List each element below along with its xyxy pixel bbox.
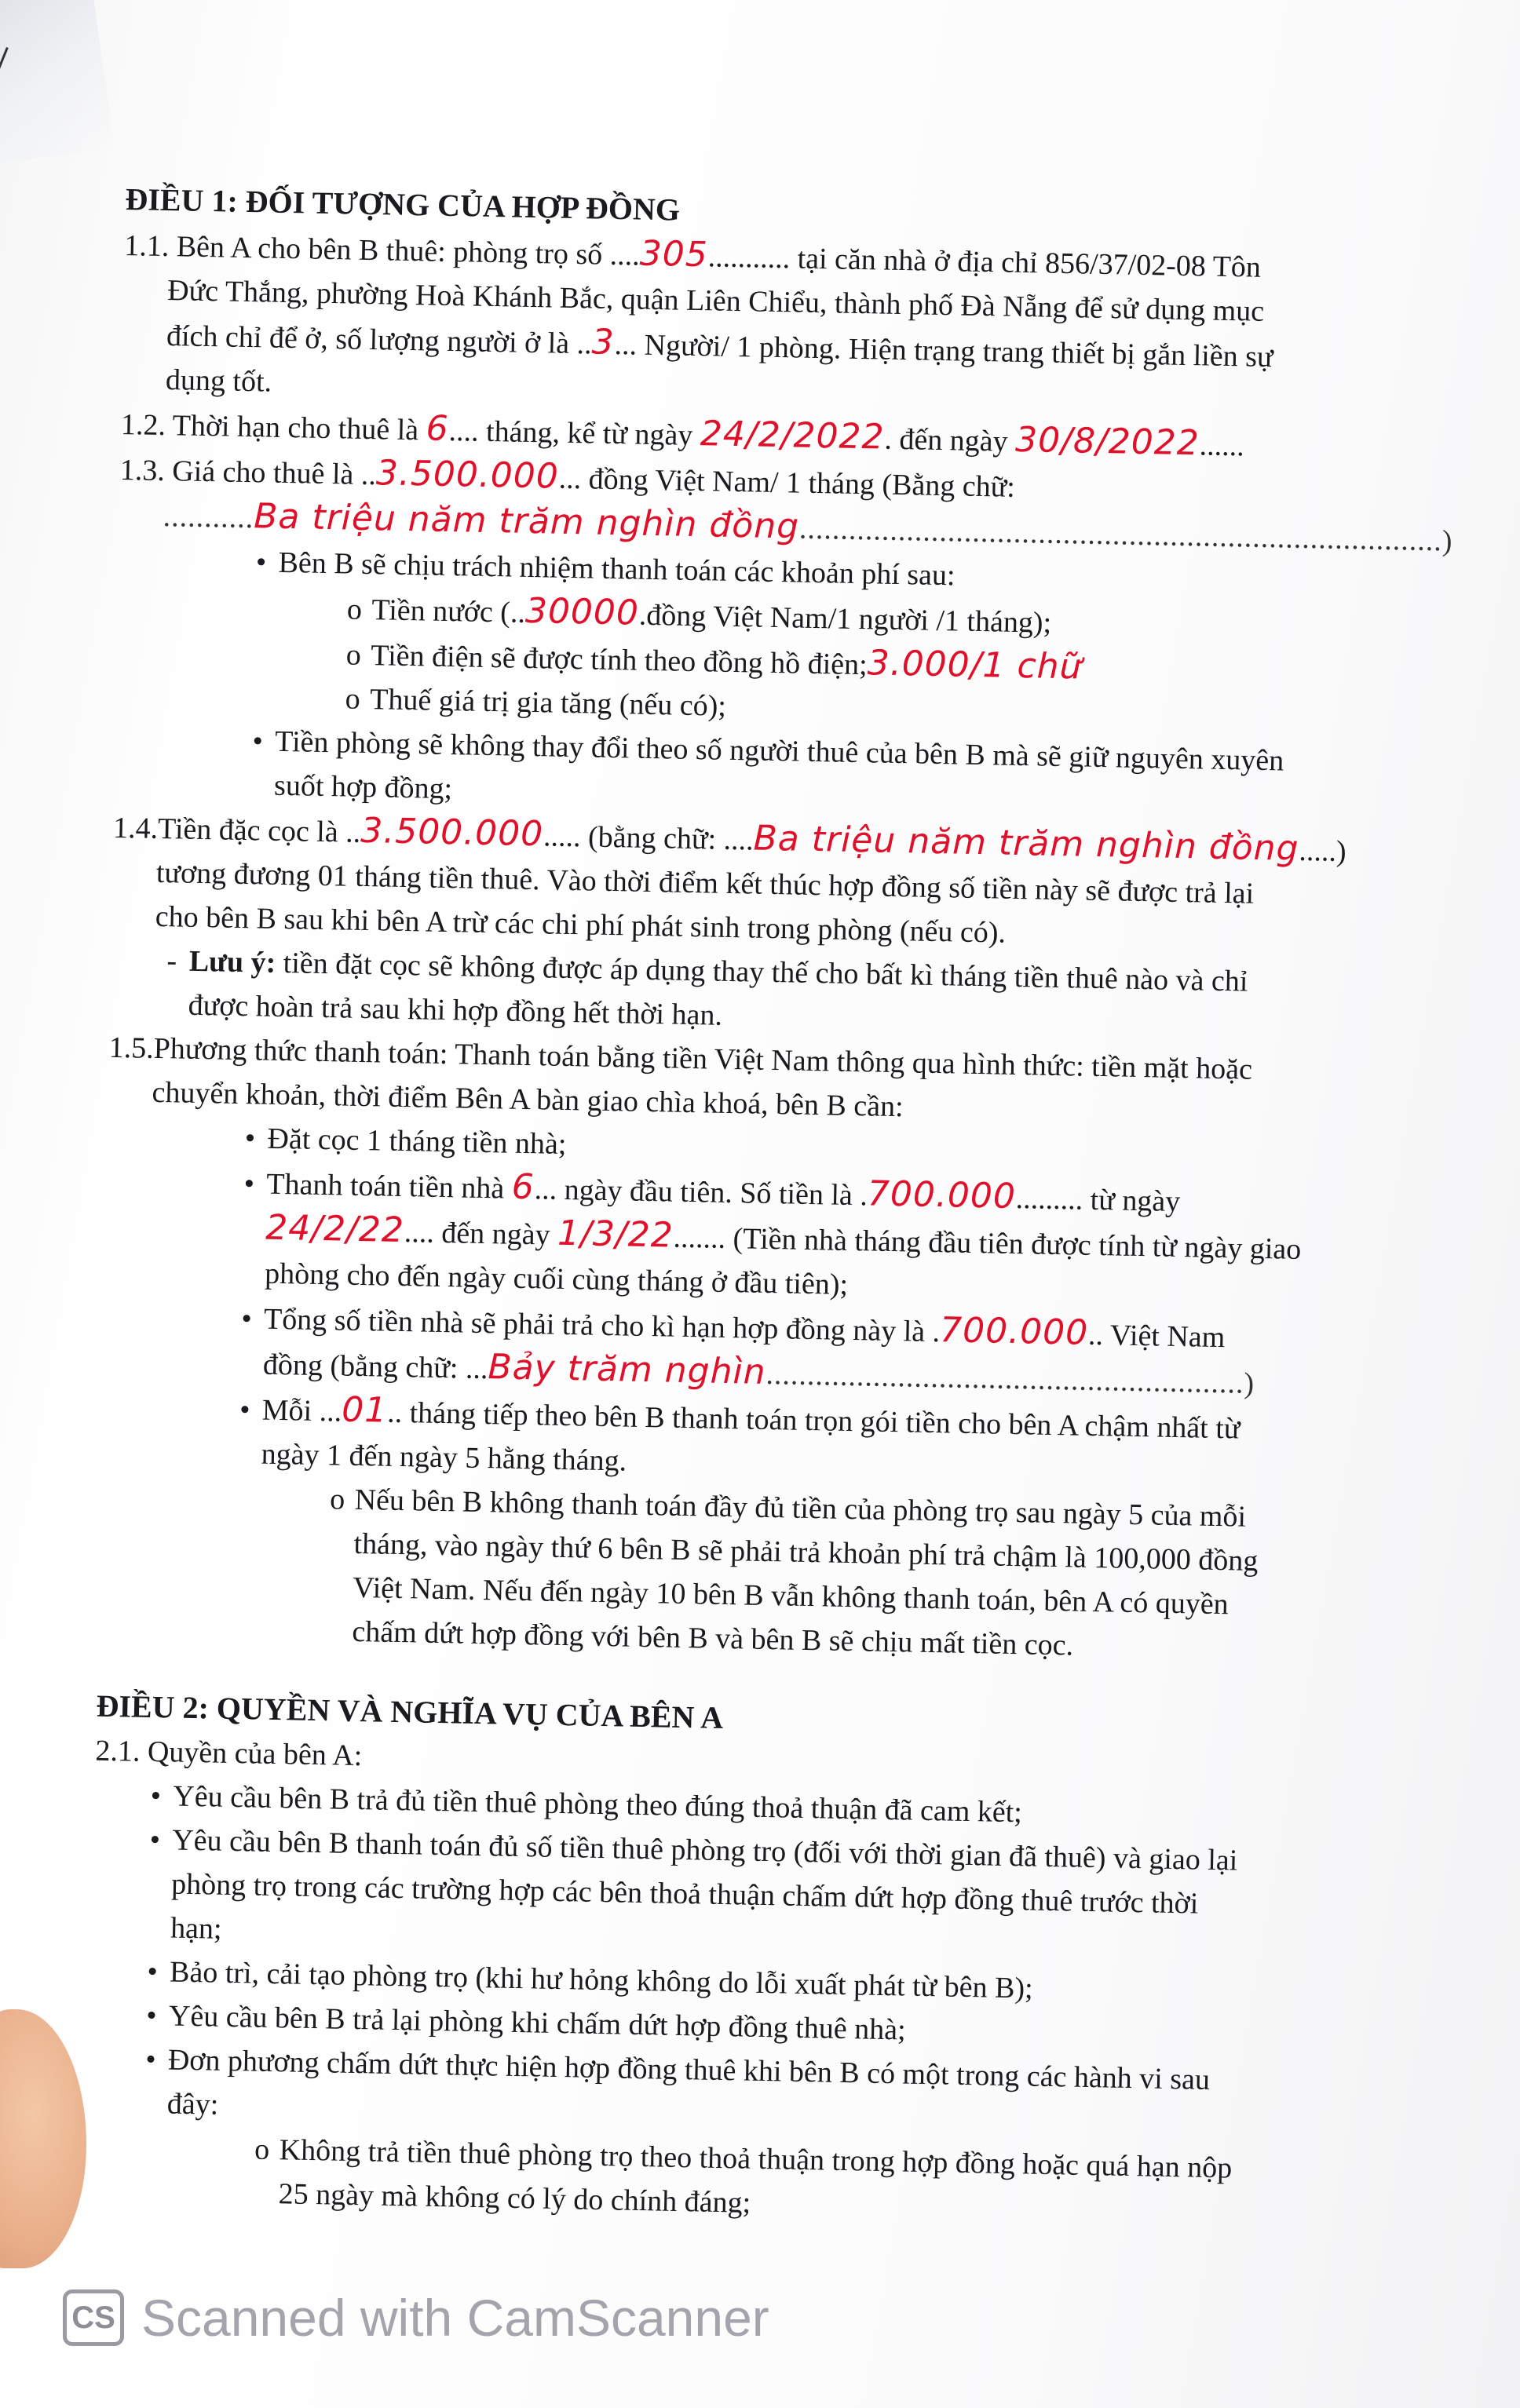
bullet-icon: • xyxy=(239,1393,250,1427)
clause-text: 1.2. Thời hạn cho thuê là xyxy=(120,407,427,447)
list-text: Yêu cầu bên B thanh toán đủ số tiền thuê phòng trọ (đối với thời gian đã thuê) và giao lại xyxy=(171,1823,1238,1877)
contract-text xyxy=(86,177,1453,2237)
list-text: Không trả tiền thuê phòng trọ theo thoả thuận trong hợp đồng hoặc quá hạn nộp xyxy=(279,2133,1233,2185)
list-text: Tổng số tiền nhà sẽ phải trả cho kì hạn hợp đồng này là . xyxy=(263,1302,941,1349)
camscanner-watermark xyxy=(63,2288,769,2348)
bullet-icon: • xyxy=(243,1167,255,1201)
clause-1-1-line2: Đức Thắng, phường Hoà Khánh Bắc, quận Liên Chiểu, thành phố Đà Nẵng để sử dụng mục xyxy=(166,274,1265,328)
list-text: Nếu bên B không thanh toán đầy đủ tiền của phòng trọ sau ngày 5 của mỗi xyxy=(354,1483,1247,1534)
clause-1-4-line2: tương đương 01 tháng tiền thuê. Vào thời điểm kết thúc hợp đồng số tiền này sẽ được trả lại xyxy=(155,856,1255,910)
note-text: tiền đặt cọc sẽ không được áp dụng thay thế cho bất kì tháng tiền thuê nào và chỉ xyxy=(275,946,1248,998)
bullet-icon: • xyxy=(150,1779,162,1813)
list-text: .. tháng tiếp theo bên B thanh toán trọn gói tiền cho bên A chậm nhất từ xyxy=(386,1396,1240,1446)
list-text: Thanh toán tiền nhà xyxy=(265,1167,513,1206)
finger-photo xyxy=(0,2009,86,2268)
page-corner-shadow xyxy=(0,0,115,165)
note-item-cont: được hoàn trả sau khi hợp đồng hết thời hạn. xyxy=(188,988,723,1032)
handwritten-deposit-words: Ba triệu năm trăm nghìn đồng xyxy=(753,818,1299,869)
dash-bullet-icon: - xyxy=(166,944,177,978)
handwritten-first-days: 6 xyxy=(511,1166,535,1208)
clause-1-1-line4: dụng tốt. xyxy=(165,363,272,399)
list-text: Đặt cọc 1 tháng tiền nhà; xyxy=(267,1122,567,1162)
bullet-icon: • xyxy=(147,1954,159,1989)
right-item-5-line2: đây: xyxy=(166,2087,219,2122)
room-fixed-item-cont: suốt hợp đồng; xyxy=(273,768,453,806)
list-text: đồng (bằng chữ: ... xyxy=(262,1348,488,1386)
article-2-heading: ĐIỀU 2: QUYỀN VÀ NGHĨA VỤ CỦA BÊN A xyxy=(96,1687,724,1735)
watermark-text: Scanned with CamScanner xyxy=(141,2289,769,2347)
list-text: .. Việt Nam xyxy=(1087,1318,1226,1355)
list-text: Yêu cầu bên B trả đủ tiền thuê phòng theo đúng thoả thuận đã cam kết; xyxy=(172,1779,1023,1830)
list-text: ....... (Tiền nhà tháng đầu tiên được tính từ ngày giao xyxy=(673,1220,1302,1266)
late-fee-line2: tháng, vào ngày thứ 6 bên B sẽ phải trả khoản phí trả chậm là 100,000 đồng xyxy=(353,1527,1259,1578)
clause-text: đích chỉ để ở, số lượng người ở là .. xyxy=(166,319,593,361)
circle-bullet-icon: o xyxy=(346,593,363,626)
handwritten-total-words: Bảy trăm nghìn xyxy=(488,1347,767,1392)
article-1-heading: ĐIỀU 1: ĐỐI TƯỢNG CỦA HỢP ĐỒNG xyxy=(125,181,681,228)
clause-2-1: 2.1. Quyền của bên A: xyxy=(95,1734,363,1773)
payment-item-monthly-line2: ngày 1 đến ngày 5 hằng tháng. xyxy=(261,1437,627,1478)
list-text: Bên B sẽ chịu trách nhiệm thanh toán các khoản phí sau: xyxy=(278,545,955,593)
bullet-icon: • xyxy=(145,1998,158,2033)
camscanner-logo-icon: CS xyxy=(63,2289,124,2346)
handwritten-first-to: 1/3/22 xyxy=(557,1213,674,1256)
list-text: Mỗi ... xyxy=(261,1393,342,1428)
dotted-fill: ..........................................................) xyxy=(765,1357,1255,1400)
payment-item-first-line3: phòng cho đến ngày cuối cùng tháng ở đầu tiên); xyxy=(264,1257,849,1301)
clause-text: ... Người/ 1 phòng. Hiện trạng trang thiết bị gắn liền sự xyxy=(614,327,1273,374)
handwritten-price: 3.500.000 xyxy=(375,453,560,497)
list-text: Thuế giá trị gia tăng (nếu có); xyxy=(369,683,727,723)
clause-text: ...... xyxy=(1199,429,1245,463)
list-text: Tiền điện sẽ được tính theo đồng hồ điện; xyxy=(370,639,868,682)
handwritten-deposit: 3.500.000 xyxy=(360,810,544,855)
bullet-icon: • xyxy=(241,1302,253,1336)
right-item-2-line2: phòng trọ trong các trường hợp các bên thoả thuận chấm dứt hợp đồng thuê trước thời xyxy=(170,1867,1199,1921)
clause-text: . đến ngày xyxy=(884,422,1016,458)
handwritten-electric-fee: 3.000/1 chữ xyxy=(867,643,1083,688)
list-text: .đồng Việt Nam/1 người /1 tháng); xyxy=(638,598,1052,640)
handwritten-room-number: 305 xyxy=(639,233,709,275)
bullet-icon: • xyxy=(244,1122,256,1155)
handwritten-monthly-count: 01 xyxy=(341,1389,388,1431)
bullet-icon: • xyxy=(144,2042,157,2077)
clause-text: .... tháng, kể từ ngày xyxy=(448,414,701,453)
clause-text: ........... tại căn nhà ở địa chỉ 856/37/02-08 Tôn xyxy=(707,240,1262,284)
clause-text: ... đồng Việt Nam/ 1 tháng (Bằng chữ: xyxy=(558,462,1016,504)
circle-bullet-icon: o xyxy=(345,682,361,716)
clause-1-5-line2: chuyển khoản, thời điểm Bên A bàn giao chìa khoá, bên B cần: xyxy=(152,1075,904,1124)
dotted-fill: ..............................................................................) xyxy=(798,512,1453,558)
clause-1-4-line3: cho bên B sau khi bên A trừ các chi phí phát sinh trong phòng (nếu có). xyxy=(155,899,1007,950)
handwritten-months: 6 xyxy=(426,408,450,449)
handwritten-first-amount: 700.000 xyxy=(867,1173,1017,1217)
list-text: ... ngày đầu tiên. Số tiền là . xyxy=(534,1173,868,1213)
late-fee-line4: chấm dứt hợp đồng với bên B và bên B sẽ chịu mất tiền cọc. xyxy=(352,1614,1074,1662)
clause-text: 1.4.Tiền đặc cọc là .. xyxy=(112,811,361,849)
handwritten-end-date: 30/8/2022 xyxy=(1014,419,1200,464)
list-text: Yêu cầu bên B trả lại phòng khi chấm dứt hợp đồng thuê nhà; xyxy=(168,1999,907,2047)
note-label: Lưu ý: xyxy=(188,944,276,980)
clause-text: .....) xyxy=(1299,834,1346,868)
circle-bullet-icon: o xyxy=(329,1483,345,1516)
right-item-2-line3: hạn; xyxy=(170,1911,222,1946)
handwritten-water-fee: 30000 xyxy=(524,590,640,633)
clause-text: ..... (bằng chữ: .... xyxy=(543,819,755,857)
circle-bullet-icon: o xyxy=(254,2133,270,2166)
clause-text: 1.3. Giá cho thuê là .. xyxy=(119,453,377,492)
handwritten-total-amount: 700.000 xyxy=(939,1310,1089,1353)
handwritten-persons: 3 xyxy=(591,322,616,363)
clause-1-5: 1.5.Phương thức thanh toán: Thanh toán bằng tiền Việt Nam thông qua hình thức: tiền mặt hoặc xyxy=(108,1031,1253,1086)
late-fee-line3: Việt Nam. Nếu đến ngày 10 bên B vẫn không thanh toán, bên A có quyền xyxy=(353,1571,1230,1622)
list-text: Đơn phương chấm dứt thực hiện hợp đồng thuê khi bên B có một trong các hành vi sau xyxy=(167,2043,1211,2096)
bullet-icon: • xyxy=(149,1822,161,1857)
circle-bullet-icon: o xyxy=(345,638,362,672)
list-text: ......... từ ngày xyxy=(1015,1182,1181,1219)
list-text: Bảo trì, cải tạo phòng trọ (khi hư hỏng không do lỗi xuất phát từ bên B); xyxy=(169,1955,1034,2005)
handwritten-price-words: Ba triệu năm trăm nghìn đồng xyxy=(253,496,800,547)
bullet-icon: • xyxy=(252,724,264,758)
clause-text: 1.1. Bên A cho bên B thuê: phòng trọ số .... xyxy=(123,228,641,272)
bullet-icon: • xyxy=(255,545,267,579)
list-text: .... đến ngày xyxy=(404,1216,558,1252)
dotted-fill: ........... xyxy=(163,499,254,535)
right-item-5-sub-line2: 25 ngày mà không có lý do chính đáng; xyxy=(278,2177,751,2220)
handwritten-start-date: 24/2/2022 xyxy=(700,414,885,458)
handwritten-first-from: 24/2/22 xyxy=(265,1207,405,1251)
list-text: Tiền nước (.. xyxy=(371,593,526,629)
list-text: Tiền phòng sẽ không thay đổi theo số người thuê của bên B mà sẽ giữ nguyên xuyên xyxy=(274,724,1284,778)
